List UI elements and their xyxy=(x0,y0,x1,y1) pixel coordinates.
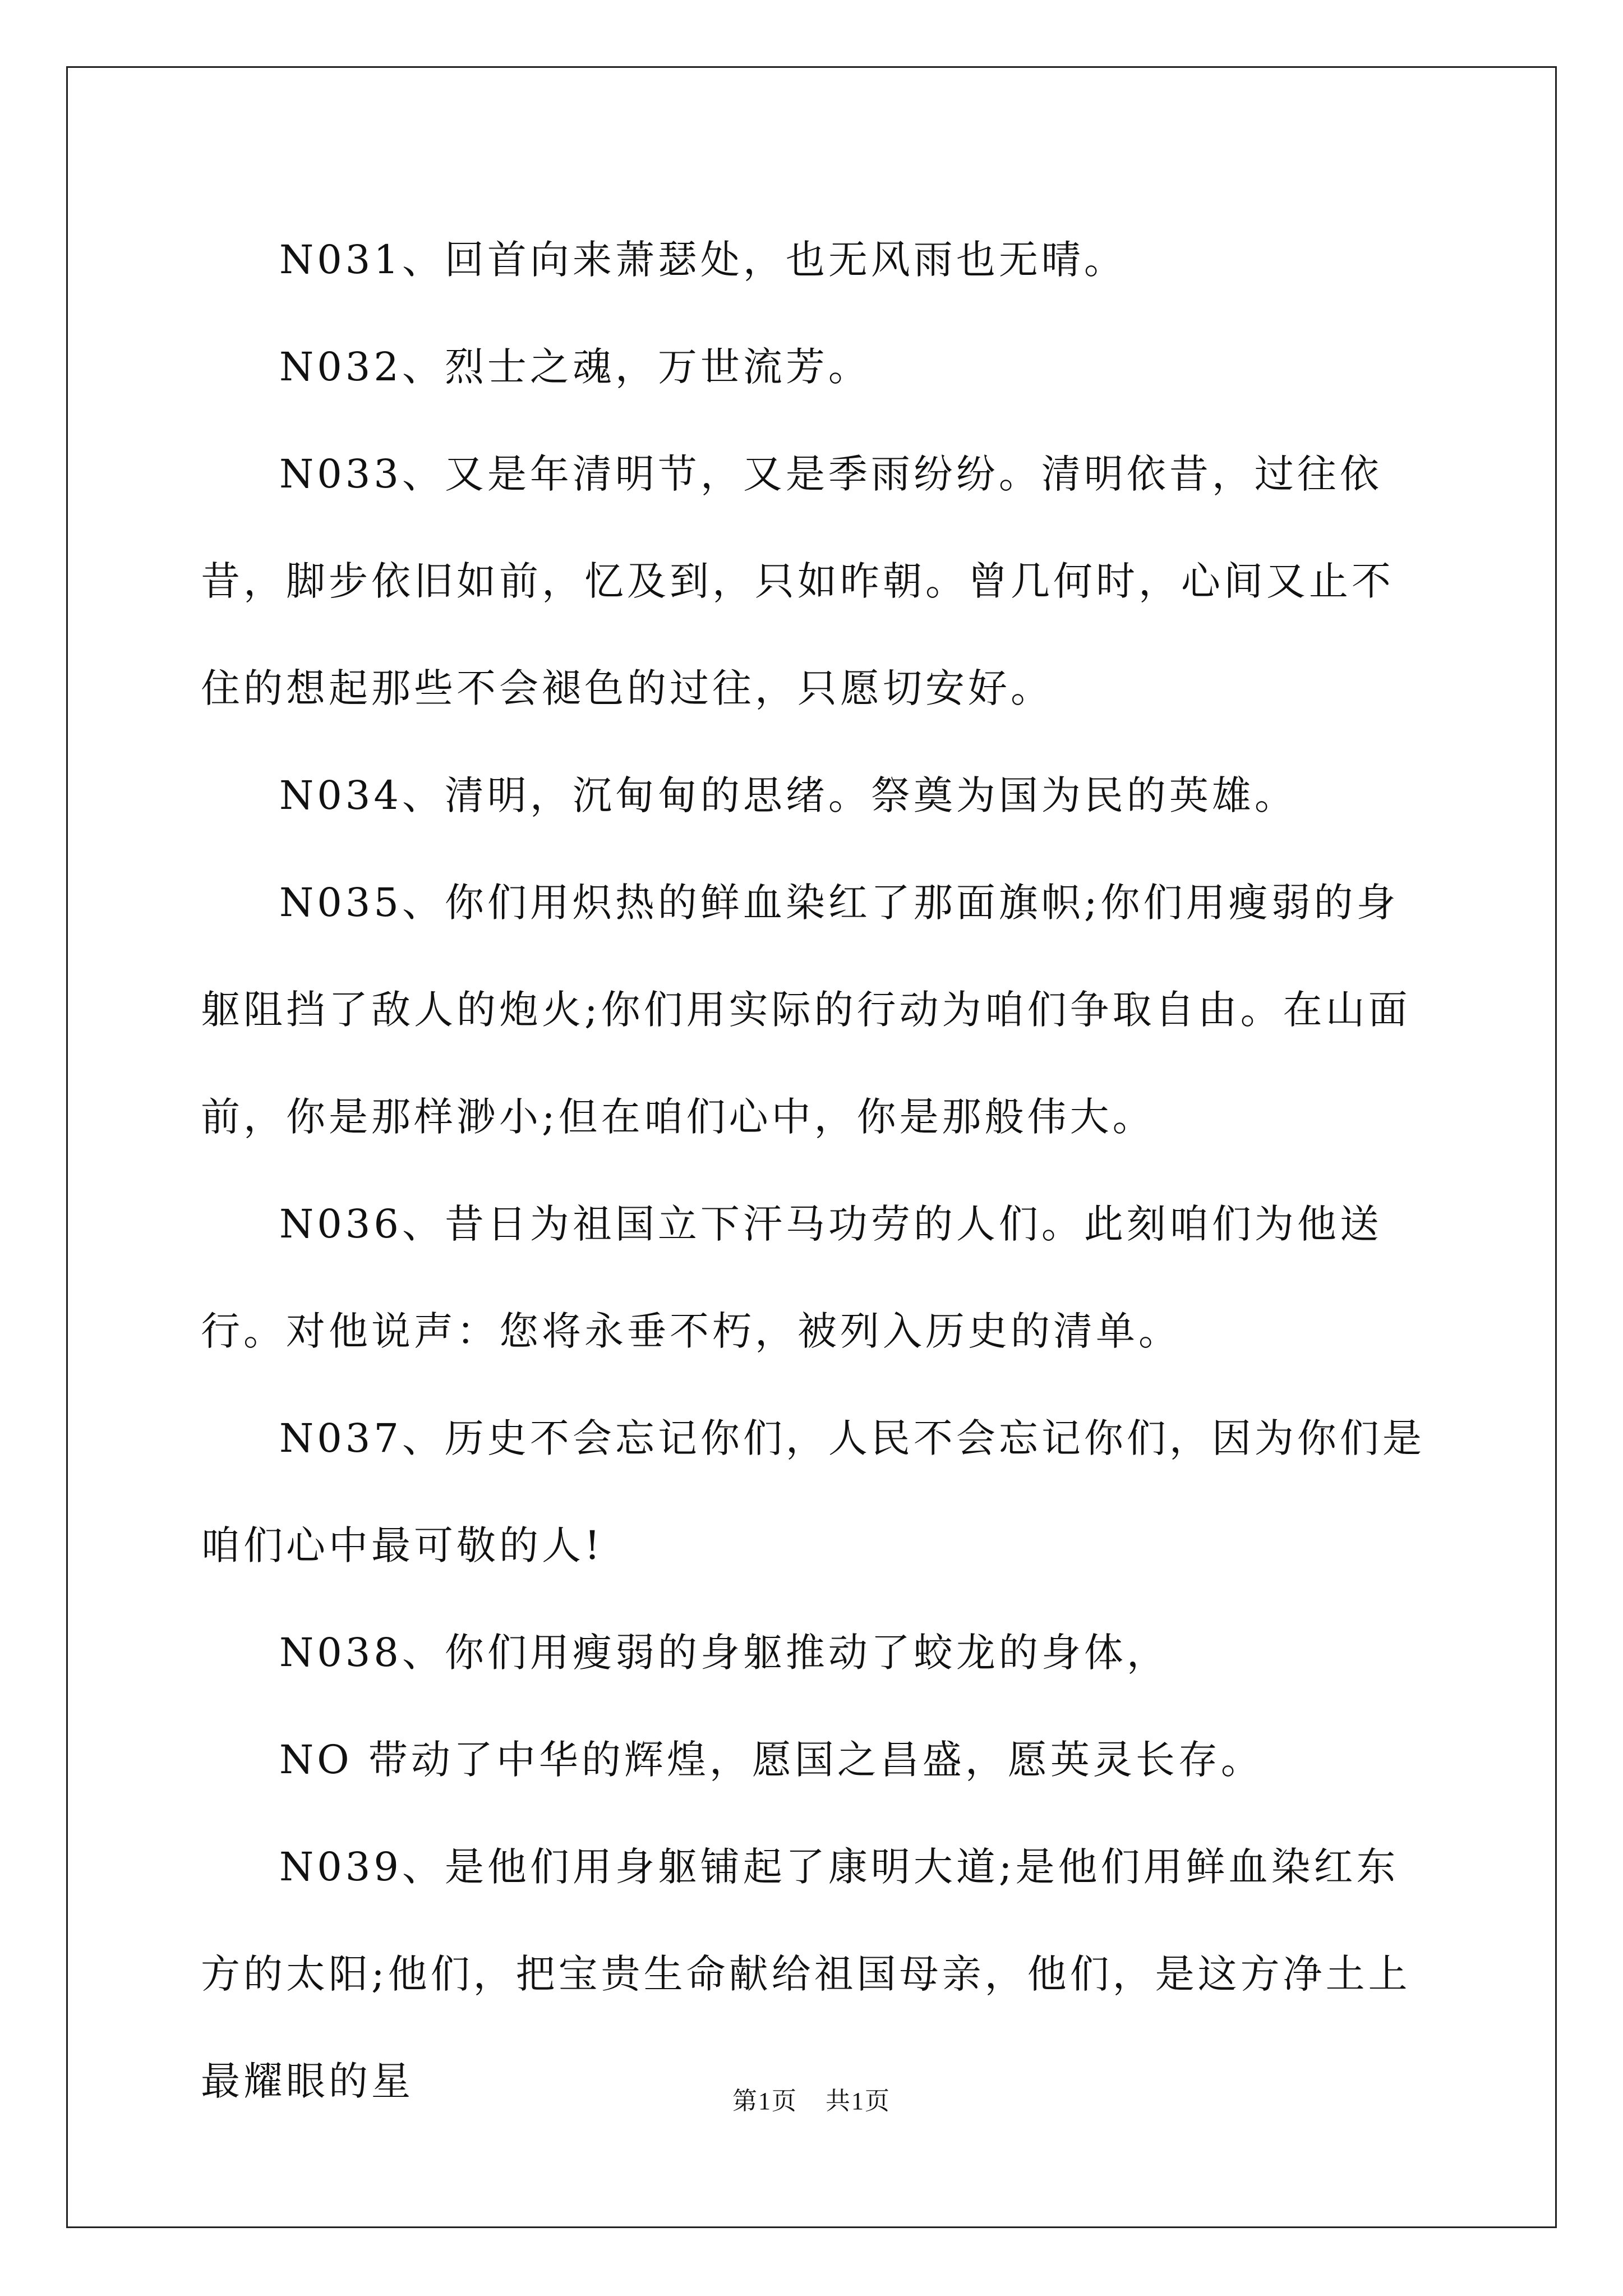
page-footer xyxy=(0,2085,1623,2118)
document-body xyxy=(201,206,1429,2135)
paragraph-n033: N033、又是年清明节，又是季雨纷纷。清明依昔，过往依昔，脚步依旧如前，忆及到，只如昨朝。曾几何时，心间又止不住的想起那些不会褪色的过往，只愿切安好。 xyxy=(201,451,1394,711)
paragraph-n035: N035、你们用炽热的鲜血染红了那面旗帜;你们用瘦弱的身躯阻挡了敌人的炮火;你们用实际的行动为咱们争取自由。在山面前，你是那样渺小;但在咱们心中，你是那般伟大。 xyxy=(201,880,1411,1140)
page-number-total: 共1页 xyxy=(826,2087,891,2115)
paragraph-n036: N036、昔日为祖国立下汗马功劳的人们。此刻咱们为他送行。对他说声：您将永垂不朽，被列入历史的清单。 xyxy=(201,1201,1382,1354)
paragraph-n031: N031、回首向来萧瑟处，也无风雨也无晴。 xyxy=(279,237,1127,283)
paragraph-no: NO 带动了中华的辉煌，愿国之昌盛，愿英灵长存。 xyxy=(279,1737,1264,1783)
paragraph-n034: N034、清明，沉甸甸的思绪。祭奠为国为民的英雄。 xyxy=(279,772,1297,818)
page-number-current: 第1页 xyxy=(732,2087,797,2115)
paragraph-n037: N037、历史不会忘记你们，人民不会忘记你们，因为你们是咱们心中最可敬的人! xyxy=(201,1415,1425,1568)
paragraph-n032: N032、烈士之魂，万世流芳。 xyxy=(279,344,871,390)
paragraph-n039: N039、是他们用身躯铺起了康明大道;是他们用鲜血染红东方的太阳;他们，把宝贵生命献给祖国母亲，他们，是这方净土上最耀眼的星 xyxy=(201,1844,1411,2104)
paragraph-n038: N038、你们用瘦弱的身躯推动了蛟龙的身体， xyxy=(279,1630,1169,1676)
